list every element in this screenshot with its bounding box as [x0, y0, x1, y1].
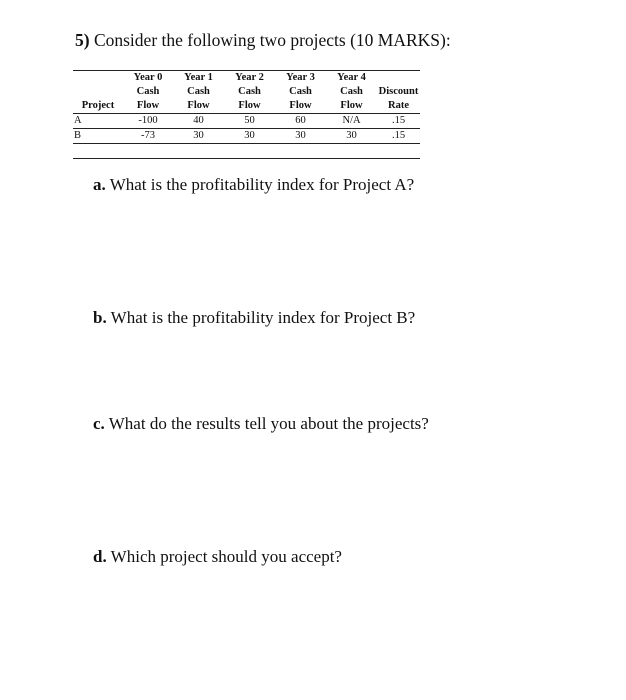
question-text: What do the results tell you about the projects?	[108, 414, 429, 433]
table-cell: 30	[326, 129, 377, 144]
table-cell: 40	[173, 114, 224, 129]
header-cell: Discount	[378, 86, 419, 97]
header-row-2	[73, 85, 420, 99]
question-text: What is the profitability index for Project A?	[109, 175, 415, 194]
question-text: Which project should you accept?	[110, 547, 342, 566]
header-cell: Cash	[187, 86, 210, 97]
header-cell: Cash	[340, 86, 363, 97]
question-text: What is the profitability index for Project B?	[110, 308, 416, 327]
table-cell: .15	[377, 129, 420, 144]
table-cell: 50	[224, 114, 275, 129]
header-cell: Flow	[289, 100, 312, 111]
question-b	[93, 308, 415, 328]
table-cell: -100	[123, 114, 173, 129]
cash-flow-table	[73, 70, 420, 159]
question-letter: d.	[93, 547, 107, 566]
question-letter: a.	[93, 175, 106, 194]
header-cell: Year 1	[184, 72, 213, 83]
header-cell: Year 2	[235, 72, 264, 83]
table-cell: 30	[275, 129, 326, 144]
table-cell: 30	[173, 129, 224, 144]
table-cell: A	[73, 114, 123, 129]
header-cell: Flow	[238, 100, 261, 111]
header-cell	[73, 85, 123, 99]
header-row-1	[73, 71, 420, 85]
header-cell: Flow	[136, 100, 160, 111]
header-cell: Flow	[340, 100, 363, 111]
table-row	[73, 129, 420, 144]
question-number: 5)	[75, 30, 90, 50]
header-cell: Flow	[187, 100, 210, 111]
question-letter: c.	[93, 414, 105, 433]
question-c	[93, 414, 429, 434]
header-cell: Year 4	[337, 72, 366, 83]
header-cell: Year 3	[286, 72, 315, 83]
header-cell	[73, 71, 123, 85]
projects-table	[73, 71, 420, 144]
table-cell: B	[73, 129, 123, 144]
question-letter: b.	[93, 308, 107, 327]
header-row-3	[73, 99, 420, 114]
question-d	[93, 547, 342, 567]
header-cell: Cash	[136, 86, 160, 97]
table-bottom-rule	[73, 158, 420, 159]
table-cell: -73	[123, 129, 173, 144]
table-cell: .15	[377, 114, 420, 129]
header-cell: Project	[81, 100, 115, 111]
table-cell: 60	[275, 114, 326, 129]
question-a	[93, 175, 414, 195]
question-heading	[75, 30, 451, 51]
header-cell: Year 0	[133, 72, 163, 83]
table-cell: 30	[224, 129, 275, 144]
header-cell: Cash	[289, 86, 312, 97]
header-cell: Rate	[388, 100, 409, 111]
header-cell	[377, 71, 420, 85]
table-cell: N/A	[326, 114, 377, 129]
table-row	[73, 114, 420, 129]
header-cell: Cash	[238, 86, 261, 97]
question-heading-text: Consider the following two projects (10 MARKS):	[93, 30, 451, 50]
